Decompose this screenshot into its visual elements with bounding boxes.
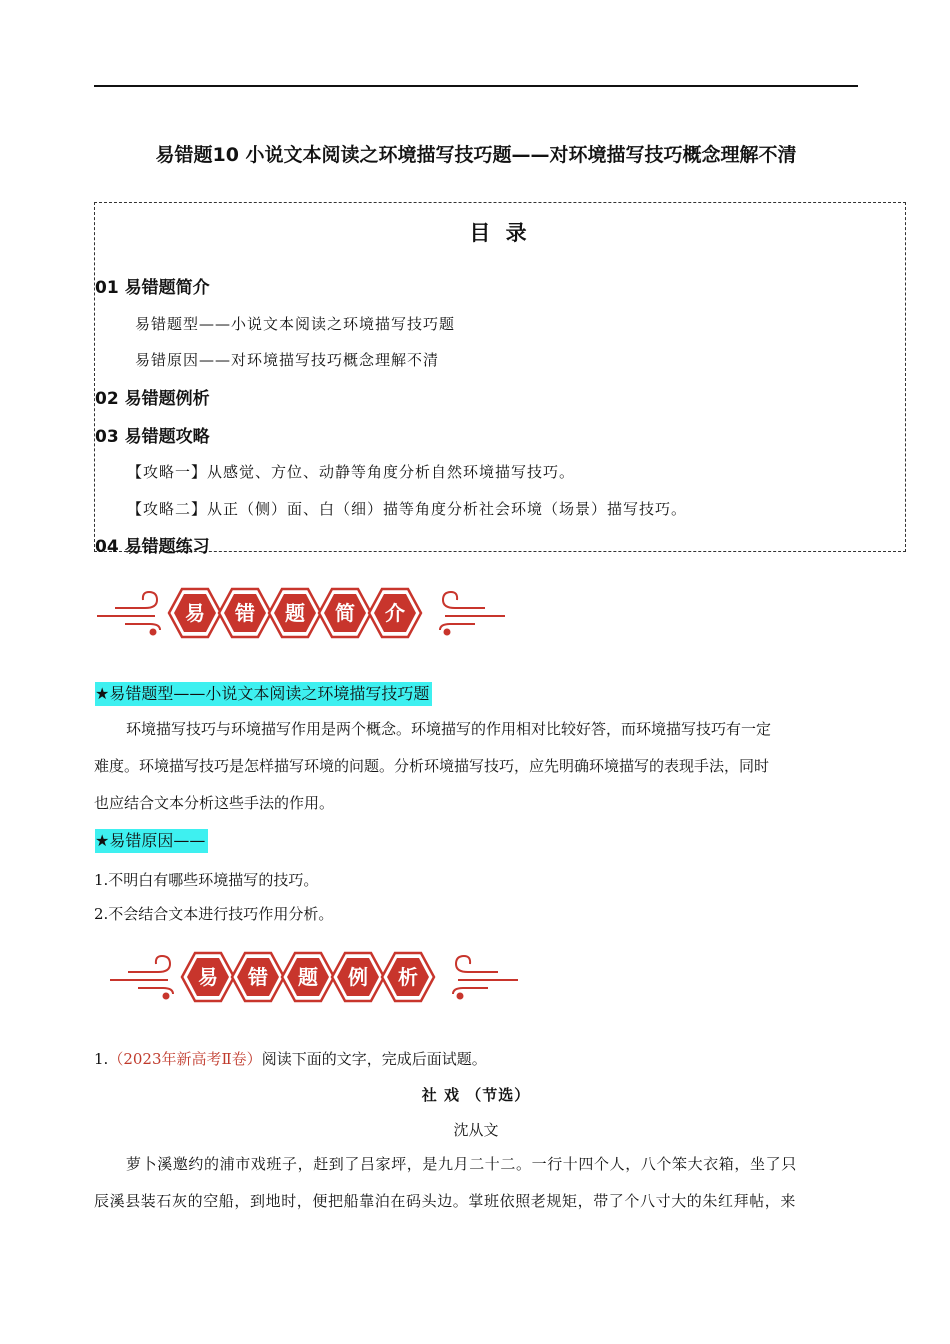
- paragraph-line: 也应结合文本分析这些手法的作用。: [94, 794, 335, 812]
- reason-item-1: 1.不明白有哪些环境描写的技巧。: [94, 871, 319, 889]
- banner-char: 析: [398, 965, 418, 989]
- left-swirl-decoration: [97, 592, 160, 630]
- left-dot: [150, 629, 157, 636]
- hexagon-4: [319, 589, 371, 637]
- hexagon-row: [182, 953, 434, 1001]
- section-banner-intro: [95, 578, 515, 648]
- banner-char: 易: [185, 601, 205, 625]
- table-of-contents: [94, 202, 906, 557]
- left-dot: [163, 993, 170, 1000]
- toc-section-4[interactable]: 04 易错题练习: [95, 537, 210, 557]
- hexagon-2: [219, 589, 271, 637]
- error-type-label: ★易错题型——小说文本阅读之环境描写技巧题: [95, 682, 432, 706]
- toc-section-1[interactable]: 01 易错题简介: [95, 278, 210, 298]
- toc-item-1-1[interactable]: 易错题型——小说文本阅读之环境描写技巧题: [135, 315, 456, 333]
- left-swirl-decoration: [110, 956, 173, 994]
- story-author: 沈从文: [453, 1121, 499, 1139]
- story-title: 社 戏 （节选）: [421, 1086, 531, 1104]
- hexagon-5: [369, 589, 421, 637]
- toc-heading: 目 录: [469, 221, 531, 245]
- question-number: 1.: [94, 1050, 109, 1068]
- right-dot: [457, 993, 464, 1000]
- toc-item-1-2[interactable]: 易错原因——对环境描写技巧概念理解不清: [135, 351, 440, 369]
- hexagon-3: [269, 589, 321, 637]
- banner-char: 介: [385, 601, 405, 625]
- toc-item-3-2[interactable]: 【攻略二】从正（侧）面、白（细）描等角度分析社会环境（场景）描写技巧。: [127, 500, 688, 518]
- hexagon-1: [182, 953, 234, 1001]
- hexagon-3: [282, 953, 334, 1001]
- right-dot: [444, 629, 451, 636]
- right-swirl-decoration: [440, 592, 505, 630]
- document-title: 易错题10 小说文本阅读之环境描写技巧题——对环境描写技巧概念理解不清: [155, 144, 797, 166]
- hexagon-2: [232, 953, 284, 1001]
- paragraph-line: 环境描写技巧与环境描写作用是两个概念。环境描写的作用相对比较好答，而环境描写技巧有一定: [126, 720, 772, 738]
- banner-char: 简: [335, 601, 355, 625]
- hexagon-5: [382, 953, 434, 1001]
- banner-char: 错: [235, 601, 255, 625]
- question-instruction: 阅读下面的文字，完成后面试题。: [261, 1050, 487, 1068]
- error-type-paragraph: [94, 711, 854, 822]
- right-swirl-decoration: [453, 956, 518, 994]
- hexagon-4: [332, 953, 384, 1001]
- top-rule: [94, 85, 858, 87]
- story-line: 辰溪县装石灰的空船，到地时，便把船靠泊在码头边。掌班依照老规矩，带了个八寸大的朱红拜帖，来: [94, 1192, 797, 1210]
- toc-item-3-1[interactable]: 【攻略一】从感觉、方位、动静等角度分析自然环境描写技巧。: [127, 463, 576, 481]
- banner-char: 例: [348, 965, 368, 989]
- paragraph-line: 难度。环境描写技巧是怎样描写环境的问题。分析环境描写技巧，应先明确环境描写的表现手法，同时: [94, 757, 770, 775]
- toc-section-2[interactable]: 02 易错题例析: [95, 389, 210, 409]
- banner-char: 题: [298, 965, 318, 989]
- section-banner-example: [108, 942, 528, 1012]
- banner-char: 错: [248, 965, 268, 989]
- hexagon-row: [169, 589, 421, 637]
- banner-char: 易: [198, 965, 218, 989]
- question-source: （2023年新高考Ⅱ卷）: [108, 1050, 262, 1068]
- error-reason-label: ★易错原因——: [95, 829, 208, 853]
- story-line: 萝卜溪邀约的浦市戏班子，赶到了吕家坪，是九月二十二。一行十四个人，八个笨大衣箱，坐了只: [126, 1155, 797, 1173]
- hexagon-1: [169, 589, 221, 637]
- story-text: [94, 1146, 854, 1220]
- reason-item-2: 2.不会结合文本进行技巧作用分析。: [94, 905, 334, 923]
- banner-char: 题: [285, 601, 305, 625]
- toc-section-3[interactable]: 03 易错题攻略: [95, 427, 210, 447]
- example-question-line: [94, 1048, 487, 1069]
